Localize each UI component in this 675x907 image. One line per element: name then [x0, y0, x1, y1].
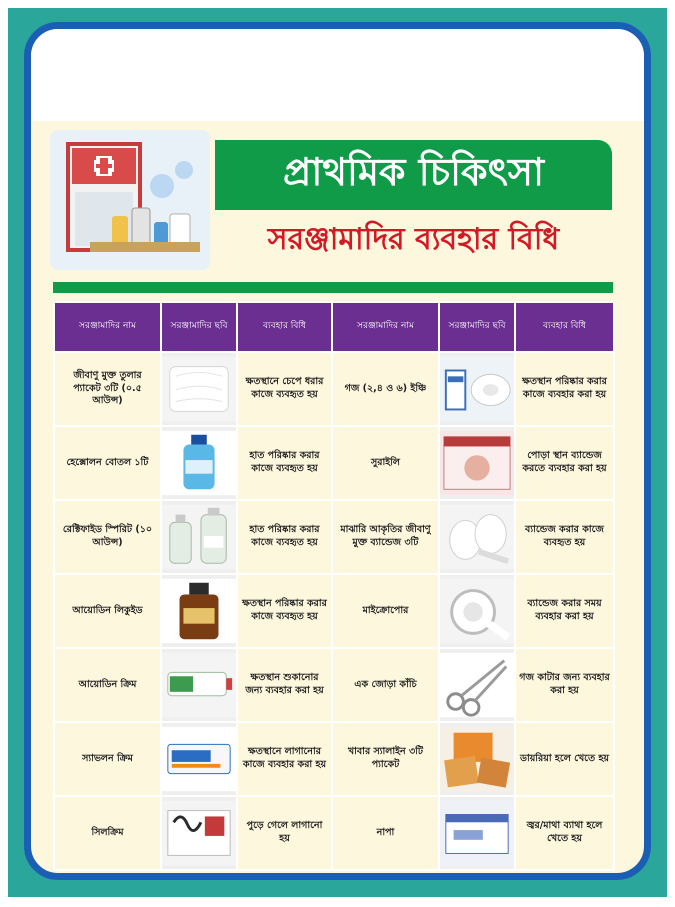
item-name: সিলক্রিম	[54, 796, 161, 870]
col-header-usage-2: ব্যবহার বিধি	[515, 302, 614, 352]
item-usage-2: ব্যান্ডেজ করার সময় ব্যবহার করা হয়	[515, 574, 614, 648]
item-usage-2: ডায়রিয়া হলে খেতে হয়	[515, 722, 614, 796]
burnol-box-icon	[439, 426, 515, 500]
item-name-2: সুরাইলি	[332, 426, 439, 500]
first-aid-table	[53, 301, 615, 871]
table-row	[54, 796, 614, 870]
item-name: রেক্টিফাইড স্পিরিট (১০ আউন্স)	[54, 500, 161, 574]
col-header-picture-2: সরঞ্জামাদির ছবি	[439, 302, 515, 352]
item-name: জীবাণু মুক্ত তুলার প্যাকেট ৩টি (০.৫ আউন্স)	[54, 352, 161, 426]
col-header-picture: সরঞ্জামাদির ছবি	[161, 302, 237, 352]
silcream-box-icon	[161, 796, 237, 870]
item-usage: হাত পরিষ্কার করার কাজে ব্যবহৃত হয়	[237, 426, 332, 500]
item-name: আয়োডিন ক্রিম	[54, 648, 161, 722]
table-row	[54, 574, 614, 648]
item-name: স্যাভলন ক্রিম	[54, 722, 161, 796]
cotton-pack-icon	[161, 352, 237, 426]
item-usage-2: ব্যান্ডেজ করার কাজে ব্যবহৃত হয়	[515, 500, 614, 574]
poster-title: প্রাথমিক চিকিৎসা	[215, 140, 612, 210]
item-name-2: খাবার স্যালাইন ৩টি প্যাকেট	[332, 722, 439, 796]
item-name: হেক্সোলন বোতল ১টি	[54, 426, 161, 500]
item-usage: ক্ষতস্থানে চেপে ধরার কাজে ব্যবহৃত হয়	[237, 352, 332, 426]
gauze-roll-icon	[439, 352, 515, 426]
item-usage: হাত পরিষ্কার করার কাজে ব্যবহৃত হয়	[237, 500, 332, 574]
item-name-2: এক জোড়া কাঁচি	[332, 648, 439, 722]
col-header-usage: ব্যবহার বিধি	[237, 302, 332, 352]
item-usage: ক্ষতস্থান শুকানোর জন্য ব্যবহার করা হয়	[237, 648, 332, 722]
spirit-bottles-icon	[161, 500, 237, 574]
item-usage: ক্ষতস্থান পরিষ্কার করার কাজে ব্যবহৃত হয়	[237, 574, 332, 648]
item-name-2: মাইক্রোপোর	[332, 574, 439, 648]
col-header-name-2: সরঞ্জামাদির নাম	[332, 302, 439, 352]
table-row	[54, 426, 614, 500]
iodine-bottle-icon	[161, 574, 237, 648]
poster-subtitle: সরঞ্জামাদির ব্যবহার বিধি	[267, 221, 560, 257]
table-row	[54, 352, 614, 426]
item-name-2: গজ (২,৪ ও ৬) ইঞ্চি	[332, 352, 439, 426]
scissors-icon	[439, 648, 515, 722]
table-row	[54, 500, 614, 574]
napa-box-icon	[439, 796, 515, 870]
board-top-blank	[31, 29, 644, 121]
micropore-tape-icon	[439, 574, 515, 648]
saline-packets-icon	[439, 722, 515, 796]
table-header-row	[54, 302, 614, 352]
table-row	[54, 722, 614, 796]
item-usage-2: পোড়া স্থান ব্যান্ডেজ করতে ব্যবহার করা হয়	[515, 426, 614, 500]
item-usage-2: জ্বর/মাথা ব্যাথা হলে খেতে হয়	[515, 796, 614, 870]
item-usage: পুড়ে গেলে লাগানো হয়	[237, 796, 332, 870]
iodine-cream-tube-icon	[161, 648, 237, 722]
bandage-rolls-icon	[439, 500, 515, 574]
first-aid-kit-image	[50, 130, 210, 270]
divider-line	[53, 282, 613, 293]
hexolon-bottle-icon	[161, 426, 237, 500]
col-header-name: সরঞ্জামাদির নাম	[54, 302, 161, 352]
savlon-cream-icon	[161, 722, 237, 796]
item-name: আয়োডিন লিকুইড	[54, 574, 161, 648]
item-name-2: মাঝারি আকৃতির জীবাণু মুক্ত ব্যান্ডেজ ৩টি	[332, 500, 439, 574]
table-row	[54, 648, 614, 722]
item-usage: ক্ষতস্থানে লাগানোর কাজে ব্যবহার করা হয়	[237, 722, 332, 796]
item-usage-2: ক্ষতস্থান পরিষ্কার করার কাজে ব্যবহার করা হয়	[515, 352, 614, 426]
item-usage-2: গজ কাটার জন্য ব্যবহার করা হয়	[515, 648, 614, 722]
item-name-2: নাপা	[332, 796, 439, 870]
